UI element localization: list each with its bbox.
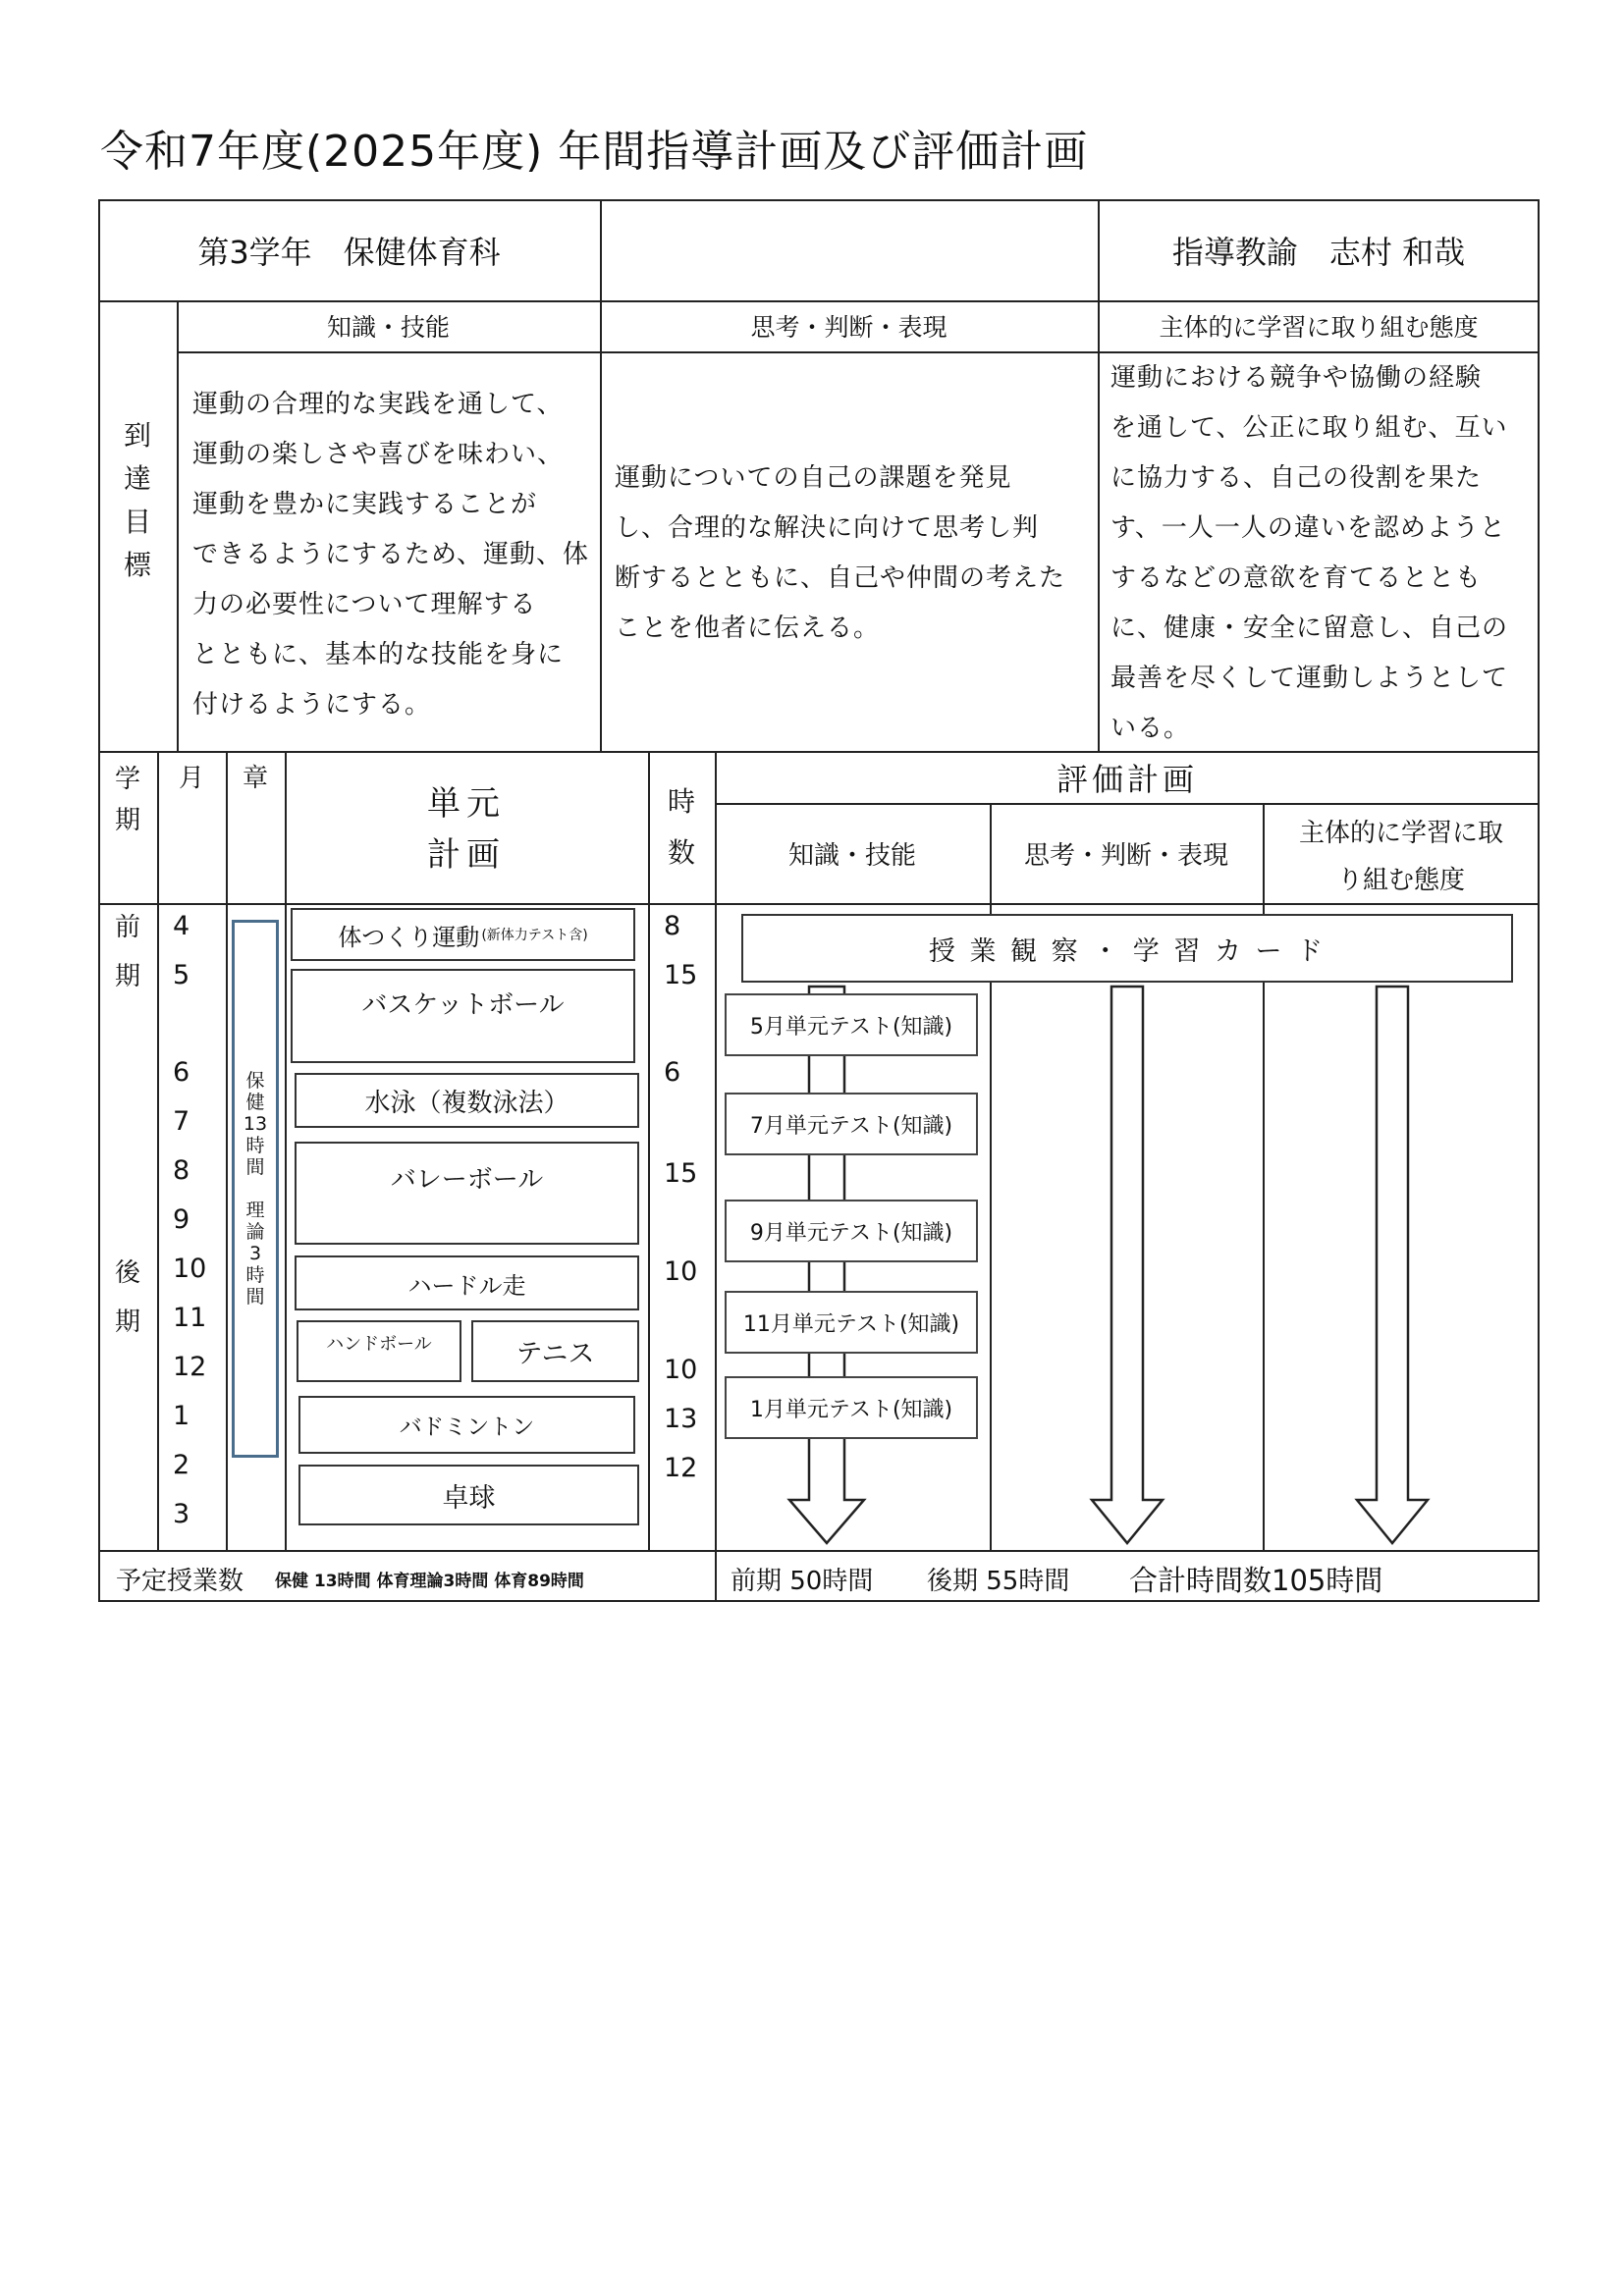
hours-volleyball: 15 [664, 1158, 698, 1189]
footer-second-term: 後期 55時間 [927, 1567, 1070, 1596]
header-divider-left [600, 199, 602, 300]
unit-tennis-label: テニス [515, 1339, 595, 1369]
unit-volleyball [295, 1142, 639, 1245]
unit-handball-label: ハンドボール [326, 1334, 432, 1355]
unit-table-tennis-label: 卓球 [442, 1482, 496, 1514]
header-eval-attitude-line2: り組む態度 [1336, 865, 1465, 895]
arrow-thinking [1092, 987, 1163, 1543]
goal-heading-knowledge: 知識・技能 [326, 313, 450, 342]
test-november: 11月単元テスト(知識) [725, 1291, 978, 1354]
month-2: 2 [173, 1450, 190, 1480]
month-3: 3 [173, 1499, 190, 1529]
unit-tennis [471, 1320, 639, 1382]
goal-heading-attitude: 主体的に学習に取り組む態度 [1159, 313, 1479, 342]
unit-basketball-label: バスケットボール [361, 990, 565, 1020]
observation-banner [741, 914, 1513, 983]
month-5: 5 [173, 960, 190, 990]
goal-text-thinking: 運動についての自己の課題を発見 し、合理的な解決に向けて思考し判 断するとともに、自己や仲間の考えた ことを他者に伝える。 [615, 463, 1066, 643]
arrow-knowledge [789, 987, 864, 1543]
term-first: 前 期 [114, 913, 140, 991]
unit-body-conditioning-label: 体つくり運動 [338, 923, 480, 951]
month-10: 10 [173, 1254, 207, 1284]
observation-label: 授 業 観 察 ・ 学 習 カ ー ド [928, 935, 1326, 967]
term-second: 後 期 [114, 1258, 140, 1337]
footer-top-line [98, 1550, 1540, 1552]
month-11: 11 [173, 1303, 207, 1333]
teacher-name: 指導教諭 志村 和哉 [1171, 233, 1466, 271]
hours-body-conditioning: 8 [664, 911, 681, 941]
month-6: 6 [173, 1057, 190, 1088]
unit-handball [297, 1320, 461, 1382]
header-eval-thinking: 思考・判断・表現 [1023, 840, 1228, 871]
hours-hurdles: 10 [664, 1256, 698, 1287]
unit-badminton [298, 1396, 635, 1454]
goals-col-divider-1 [600, 300, 602, 751]
goal-heading-thinking: 思考・判断・表現 [750, 313, 947, 342]
col-divider-term [157, 751, 159, 1550]
chapter-note-text: 保 健 13 時 間 理 論 3 時 間 [243, 1070, 268, 1308]
unit-table-tennis [298, 1465, 639, 1525]
col-divider-month [226, 751, 228, 1550]
unit-hurdles [295, 1255, 639, 1310]
unit-badminton-label: バドミントン [399, 1415, 535, 1440]
grade-subject: 第3学年 保健体育科 [197, 233, 501, 271]
test-september: 9月単元テスト(知識) [725, 1200, 978, 1262]
unit-swimming [295, 1073, 639, 1128]
goals-row-label: 到 達 目 標 [123, 419, 151, 581]
unit-body-conditioning-note: (新体力テスト含) [481, 928, 588, 943]
hours-swimming: 6 [664, 1057, 681, 1088]
header-hours-line2: 数 [667, 836, 695, 869]
test-may: 5月単元テスト(知識) [725, 993, 978, 1056]
test-january: 1月単元テスト(知識) [725, 1376, 978, 1439]
test-july: 7月単元テスト(知識) [725, 1093, 978, 1155]
header-eval-knowledge: 知識・技能 [787, 840, 916, 871]
goals-label-divider [177, 300, 179, 751]
header-term: 学 期 [114, 765, 140, 835]
footer-first-term: 前期 50時間 [731, 1567, 874, 1596]
goals-col-divider-2 [1098, 300, 1100, 751]
chapter-note-box [232, 920, 279, 1458]
month-4: 4 [173, 911, 190, 941]
month-9: 9 [173, 1204, 190, 1235]
unit-hurdles-label: ハードル走 [407, 1271, 526, 1300]
hours-badminton: 13 [664, 1404, 698, 1434]
arrow-attitude [1357, 987, 1428, 1543]
footer-label: 予定授業数 [116, 1567, 244, 1596]
goal-text-attitude: 運動における競争や協働の経験 を通して、公正に取り組む、互い に協力する、自己の役割を果た す、一人一人の違いを認めようと するなどの意欲を育てるととも に、健康・安全に留意し、自己の 最善を尽くして運動しようとして いる。 [1110, 363, 1509, 743]
month-8: 8 [173, 1155, 190, 1186]
unit-volleyball-label: バレーボール [390, 1165, 544, 1195]
month-1: 1 [173, 1401, 190, 1431]
unit-basketball [291, 969, 635, 1063]
hours-handball-tennis: 10 [664, 1355, 698, 1385]
month-7: 7 [173, 1106, 190, 1137]
month-12: 12 [173, 1352, 207, 1382]
unit-swimming-label: 水泳（複数泳法） [364, 1088, 569, 1118]
header-evaluation-title: 評価計画 [1056, 760, 1198, 798]
header-chapter: 章 [242, 763, 268, 793]
goal-text-knowledge: 運動の合理的な実践を通して、 運動の楽しさや喜びを味わい、 運動を豊かに実践することが できるようにするため、運動、体 力の必要性について理解する とともに、基本的な技能を身に 付けるようにする。 [192, 390, 589, 720]
footer-breakdown: 保健 13時間 体育理論3時間 体育89時間 [275, 1572, 584, 1591]
hours-table-tennis: 12 [664, 1453, 698, 1483]
col-divider-unit [648, 751, 650, 1550]
header-unit-line1: 単元 [427, 783, 506, 824]
header-month: 月 [178, 763, 204, 793]
unit-body-conditioning [291, 908, 635, 961]
hours-basketball: 15 [664, 960, 698, 990]
header-unit-line2: 計画 [427, 834, 506, 875]
page-title: 令和7年度(2025年度) 年間指導計画及び評価計画 [100, 127, 1089, 177]
header-hours-line1: 時 [667, 785, 695, 818]
header-eval-attitude-line1: 主体的に学習に取 [1298, 818, 1503, 848]
footer-total: 合計時間数105時間 [1129, 1564, 1383, 1597]
